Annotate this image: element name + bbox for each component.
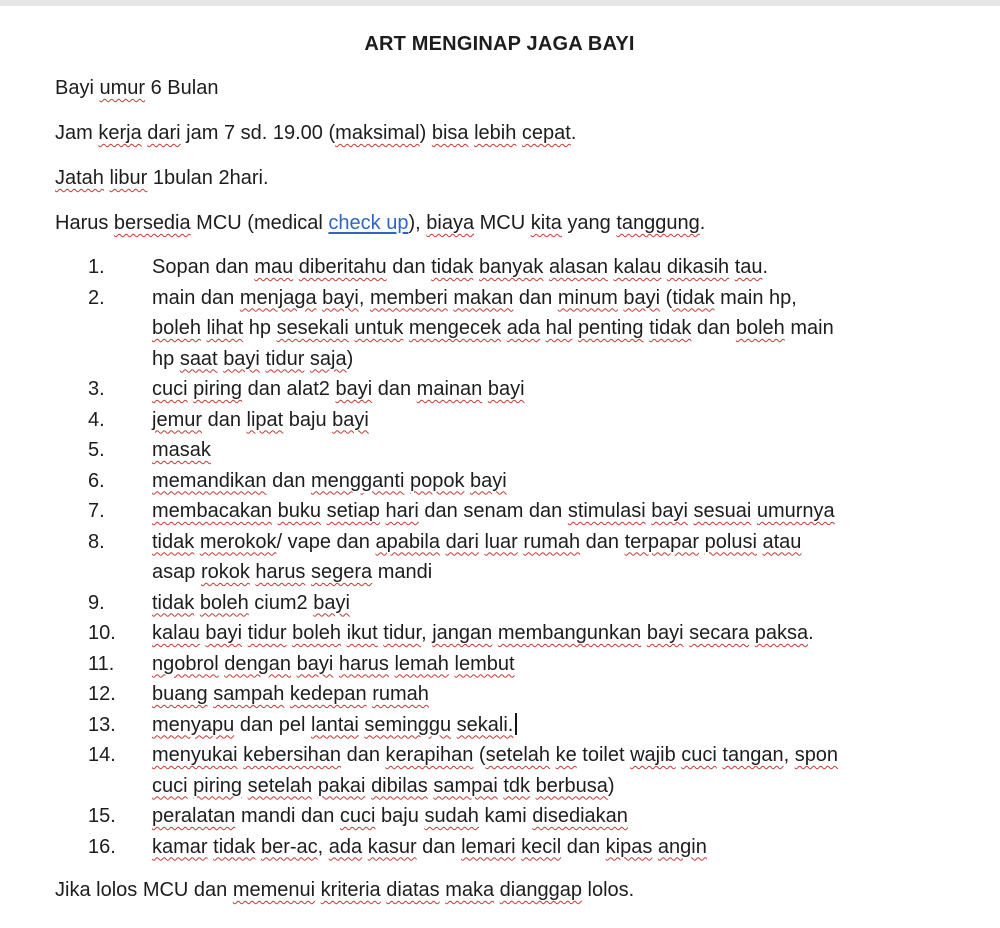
numbered-list [55,252,944,862]
misspelled-word: kerja [98,122,142,144]
misspelled-word: sekali. [456,713,514,736]
misspelled-word: kerapihan [385,744,474,766]
misspelled-word: lemari [461,835,516,858]
misspelled-word: tidak [431,256,474,278]
list-item-number: 12. [88,683,116,705]
misspelled-word: saat [179,347,218,370]
misspelled-word: umur [99,77,146,99]
misspelled-word: bayi [296,652,334,675]
misspelled-word: bayi [470,469,507,492]
misspelled-word: atau [762,530,802,553]
misspelled-word: berbusa [535,774,608,797]
list-item-number: 1. [88,256,105,278]
misspelled-word: buang [152,683,208,705]
list-item-text: peralatan mandi dan cuci baju sudah kami disediakan [152,805,628,827]
misspelled-word: minum [557,286,618,309]
intro-paragraph: Jatah libur 1bulan 2hari. [55,167,269,189]
misspelled-word: diatas [386,879,440,901]
misspelled-word: libur [109,167,148,189]
list-item [55,435,944,466]
list-item [55,740,944,801]
misspelled-word: lipat [246,408,284,431]
misspelled-word: membacakan [152,500,273,522]
misspelled-word: kipas [605,835,653,858]
misspelled-word: kriteria [320,879,381,901]
misspelled-word: maksimal [335,122,420,144]
list-item [55,252,944,283]
misspelled-word: buku [277,500,321,522]
misspelled-word: Jatah [55,167,104,189]
misspelled-word: lemah [394,652,449,675]
list-item-text: membacakan buku setiap hari dan senam dan stimulasi bayi sesuai umurnya [152,500,835,522]
misspelled-word: mengecek [408,317,502,339]
document-title: ART MENGINAP JAGA BAYI [364,33,635,55]
list-item [55,649,944,680]
misspelled-word: jangan [432,622,493,644]
list-item-number: 2. [88,286,105,309]
misspelled-word: bersedia [113,212,191,234]
list-item-number: 14. [88,744,116,766]
list-item [55,801,944,832]
misspelled-word: kecil [521,835,562,858]
misspelled-word: memandikan [152,469,267,492]
list-item-text: memandikan dan mengganti popok bayi [152,469,507,492]
misspelled-word: maka [445,879,495,901]
misspelled-word: menyapu [152,713,235,736]
intro-paragraph: Jam kerja dari jam 7 sd. 19.00 (maksimal) bisa lebih cepat. [55,122,577,144]
misspelled-word: kasur [367,835,417,858]
misspelled-word: harus [255,561,306,583]
misspelled-word: sudah [424,805,479,827]
list-item [55,832,944,863]
misspelled-word: bayi [322,286,359,309]
misspelled-word: memenui [232,879,316,901]
misspelled-word: memberi [369,286,448,309]
misspelled-word: hal [545,317,573,339]
misspelled-word: jemur [152,408,203,431]
misspelled-word: menyukai [152,744,238,766]
intro-paragraphs [55,73,944,238]
misspelled-word: ngobrol [152,652,219,675]
misspelled-word: untuk [354,317,404,339]
misspelled-word: tidur [265,347,305,370]
list-item-text: kamar tidak ber-ac, ada kasur dan lemari kecil dan kipas angin [152,835,707,858]
misspelled-word: bisa [431,122,469,144]
misspelled-word: boleh [292,622,342,644]
misspelled-word: rokok [200,561,250,583]
intro-paragraph: Bayi umur 6 Bulan [55,77,219,99]
misspelled-word: bayi [205,622,243,644]
list-item-text: kalau bayi tidur boleh ikut tidur, jangan membangunkan bayi secara paksa. [152,622,814,644]
misspelled-word: wajib [630,744,676,766]
list-item-number: 15. [88,805,116,827]
misspelled-word: sesekali [276,317,349,339]
misspelled-word: piring [193,774,243,797]
intro-paragraph: Harus bersedia MCU (medical check up), biaya MCU kita yang tanggung. [55,212,706,234]
list-item [55,527,944,588]
misspelled-word: sesuai [693,500,752,522]
misspelled-word: luar [484,530,518,553]
misspelled-word: bayi [646,622,684,644]
misspelled-word: paksa [754,622,809,644]
misspelled-word: setiap [326,500,380,522]
list-item-text: jemur dan lipat baju bayi [152,408,369,431]
closing-paragraph: Jika lolos MCU dan memenui kriteria diatas maka dianggap lolos. [55,879,635,901]
misspelled-word: segera [311,561,373,583]
misspelled-word: tangan [722,744,784,766]
list-item-number: 13. [88,713,116,736]
misspelled-word: lebih [474,122,517,144]
misspelled-word: polusi [704,530,757,553]
list-item-text: menyukai kebersihan dan kerapihan (setelah ke toilet wajib cuci tangan, spon cuci piring setelah pakai dibilas sampai tdk berbusa) [152,744,839,797]
misspelled-word: penting [577,317,644,339]
misspelled-word: makan [453,286,514,309]
list-item-number: 6. [88,469,105,492]
misspelled-word: mainan [416,378,483,400]
list-item-number: 3. [88,378,105,400]
misspelled-word: boleh [152,317,201,339]
misspelled-word: spon [794,744,839,766]
misspelled-word: disediakan [532,805,628,827]
misspelled-word: membangunkan [497,622,642,644]
misspelled-word: bayi [223,347,260,370]
document-page[interactable] [0,6,1000,905]
misspelled-word: kedepan [289,683,367,705]
list-item-text [152,649,944,680]
misspelled-word: umurnya [756,500,835,522]
misspelled-word: kalau [613,256,662,278]
misspelled-word: tidur [383,622,422,644]
list-item-number: 11. [88,652,115,675]
misspelled-word: cuci [152,378,188,400]
misspelled-word: rumah [523,530,581,553]
misspelled-word: tidak [152,591,195,614]
list-item-text: cuci piring dan alat2 bayi dan mainan bayi [152,378,525,400]
misspelled-word: rumah [372,683,429,705]
misspelled-word: angin [657,835,707,858]
misspelled-word: secara [689,622,750,644]
misspelled-word: dianggap [499,879,582,901]
list-item [55,588,944,619]
misspelled-word: popok [409,469,465,492]
misspelled-word: masak [152,439,211,461]
misspelled-word: tau [734,256,763,278]
misspelled-word: dikasih [666,256,730,278]
misspelled-word: kamar [152,835,208,858]
list-item [55,496,944,527]
misspelled-word: ikut [346,622,378,644]
misspelled-word: lantai [311,713,359,736]
list-item-text: tidak boleh cium2 bayi [152,591,350,614]
list-item-text: menyapu dan pel lantai seminggu sekali. [152,710,944,741]
list-item-number: 5. [88,439,105,461]
misspelled-word: cuci [339,805,376,827]
list-item [55,710,944,741]
misspelled-word: lihat [206,317,244,339]
list-item-number: 7. [88,500,105,522]
list-item-text: Sopan dan mau diberitahu dan tidak banyak alasan kalau dikasih tau. [152,256,769,278]
misspelled-word: ber-ac [260,835,318,858]
misspelled-word: dari [147,122,181,144]
misspelled-word: dibilas [371,774,428,797]
misspelled-word: pakai [317,774,366,797]
misspelled-word: tidak [152,530,195,553]
misspelled-word: ke [555,744,577,766]
list-item-number: 8. [88,530,105,553]
misspelled-word: kalau [152,622,200,644]
misspelled-word: setelah [485,744,551,766]
misspelled-word: bayi [313,591,350,614]
list-item [55,405,944,436]
list-item-text: main dan menjaga bayi, memberi makan dan minum bayi (tidak main hp, boleh lihat hp sesekali untuk mengecek ada hal penting tidak dan boleh main hp saat bayi tidur saja) [152,286,834,370]
misspelled-word: tdk [503,774,531,797]
list-item-text [152,679,944,710]
list-item [55,466,944,497]
misspelled-word: hari [385,500,419,522]
misspelled-word: kebersihan [243,744,342,766]
list-item-number: 4. [88,408,105,431]
list-item [55,618,944,649]
misspelled-word: ada [328,835,363,858]
list-item-number: 9. [88,591,105,614]
misspelled-word: bayi [335,378,373,400]
misspelled-word: saja [309,347,347,370]
misspelled-word: kita [530,212,562,234]
list-item-text [152,435,944,466]
misspelled-word: cepat [521,122,571,144]
list-item-number: 10. [88,622,116,644]
misspelled-word: diberitahu [298,256,387,278]
misspelled-word: bayi [487,378,525,400]
misspelled-word: biaya [426,212,475,234]
misspelled-word: menjaga [239,286,317,309]
misspelled-word: tidak [672,286,715,309]
misspelled-word: tanggung [616,212,700,234]
misspelled-word: apabila [375,530,440,553]
hyperlink-check-up[interactable]: check up [328,212,409,234]
misspelled-word: mengganti [311,469,405,492]
misspelled-word: dari [445,530,479,553]
misspelled-word: dengan [224,652,292,675]
misspelled-word: sampai [433,774,498,797]
misspelled-word: boleh [199,591,249,614]
list-item-text: tidak merokok/ vape dan apabila dari luar rumah dan terpapar polusi atau asap rokok harus segera mandi [152,530,802,583]
misspelled-word: alasan [549,256,608,278]
misspelled-word: piring [193,378,243,400]
misspelled-word: seminggu [364,713,452,736]
list-item [55,679,944,710]
misspelled-word: cuci [152,774,188,797]
misspelled-word: tidak [213,835,256,858]
list-item [55,283,944,375]
misspelled-word: bayi [651,500,688,522]
list-item [55,374,944,405]
misspelled-word: bayi [623,286,661,309]
list-item-number: 16. [88,835,116,858]
misspelled-word: cuci [681,744,717,766]
misspelled-word: boleh [735,317,785,339]
misspelled-word: banyak [478,256,544,278]
misspelled-word: bayi [332,408,369,431]
misspelled-word: tidak [649,317,692,339]
misspelled-word: ada [506,317,541,339]
misspelled-word: sampah [213,683,285,705]
misspelled-word: mau [254,256,294,278]
misspelled-word: harus [338,652,389,675]
misspelled-word: merokok [199,530,277,553]
misspelled-word: lembut [454,652,515,675]
misspelled-word: peralatan [152,805,236,827]
misspelled-word: tidur [247,622,287,644]
misspelled-word: stimulasi [567,500,646,522]
misspelled-word: terpapar [624,530,700,553]
misspelled-word: setelah [247,774,313,797]
text-cursor-caret [515,713,517,735]
